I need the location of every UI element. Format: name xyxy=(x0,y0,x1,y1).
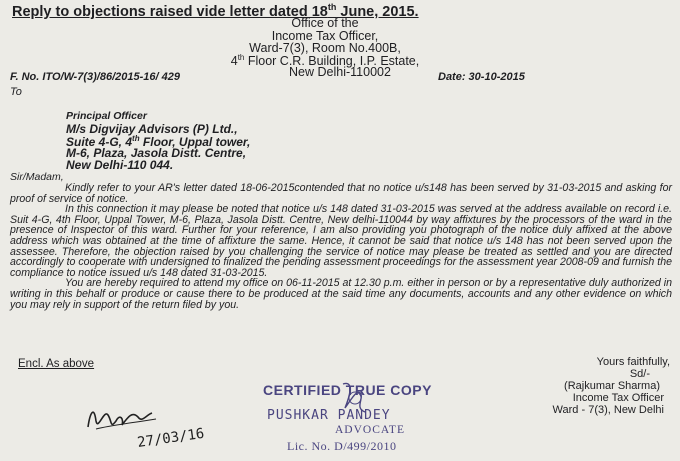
handwritten-initials-and-date xyxy=(82,395,222,455)
addressee-label: Principal Officer xyxy=(66,110,147,122)
enclosure-note: Encl. As above xyxy=(18,358,95,370)
addressee-line-2: Suite 4-G, 4th Floor, Uppal tower, xyxy=(66,134,251,149)
salutation: Sir/Madam, xyxy=(10,171,64,183)
stamp-title: CERTIFIED TRUE COPY xyxy=(263,382,432,398)
office-line-2: Income Tax Officer, xyxy=(271,29,379,43)
stamp-role: ADVOCATE xyxy=(335,424,405,436)
paragraph-2: In this connection it may please be noted that notice u/s 148 dated 31-03-2015 was served at the address available on record i.e. Suit 4-G, 4th Floor, Uppal Tower, M-6, Plaza, Jasola Distt. Centre, New delhi-110044 by way affixtures by the processors of the ward in the presence of Inspector of this ward. Further for your reference, I am also providing you photograph of the notice duly affixed at the above address which was obtained at the time of affixture the same. Hence, it cannot be said that notice u/s 148 has not been served upon the assessee. Therefore, the objection raised by you challenging the service of notice may please be treated as settled and you are directed accordingly to cooperate with undersigned to finalized the pending assessment proceedings for the assessment year 2008-09 and furnish the compliance to notice issued u/s 148 dated 31-03-2015. xyxy=(10,203,672,279)
certified-copy-stamp xyxy=(255,378,465,461)
to-label: To xyxy=(10,86,22,98)
letter-heading: Reply to objections raised vide letter dated 18th June, 2015. xyxy=(12,2,419,20)
addressee-line-1: M/s Digvijay Advisors (P) Ltd., xyxy=(66,122,238,136)
paragraph-3: You are hereby required to attend my office on 06-11-2015 at 12.30 p.m. either in person or by a representative duly authorized in writing in this behalf or produce or cause there to be produced at the said time any documents, accounts and any other evidence on which you may rely in support of the return filed by you. xyxy=(10,277,672,311)
stamp-advocate-name: PUSHKAR PANDEY xyxy=(267,408,391,423)
office-line-3: Ward-7(3), Room No.400B, xyxy=(249,41,401,55)
paragraph-1: Kindly refer to your AR's letter dated 18-06-2015contended that no notice u/s148 has been served by 31-03-2015 and asking for proof of service of notice. xyxy=(10,182,672,205)
signature-name: (Rajkumar Sharma) xyxy=(564,380,660,392)
office-line-5: New Delhi-110002 xyxy=(289,65,391,79)
office-line-1: Office of the xyxy=(291,16,359,30)
office-line-4: 4th Floor C.R. Building, I.P. Estate, xyxy=(230,53,420,69)
file-number: F. No. ITO/W-7(3)/86/2015-16/ 429 xyxy=(10,71,180,83)
signature-sd: Sd/- xyxy=(629,368,650,380)
addressee-line-4: New Delhi-110 044. xyxy=(66,158,174,172)
signature-designation: Income Tax Officer xyxy=(572,392,664,404)
signature-ward: Ward - 7(3), New Delhi xyxy=(552,404,664,416)
letter-body xyxy=(10,183,672,310)
addressee-line-3: M-6, Plaza, Jasola Distt. Centre, xyxy=(66,146,247,160)
stamp-licence: Lic. No. D/499/2010 xyxy=(287,439,397,453)
letter-date: Date: 30-10-2015 xyxy=(438,71,525,83)
signature-closing: Yours faithfully, xyxy=(596,356,670,368)
handwritten-date: 27/03/16 xyxy=(136,425,206,451)
